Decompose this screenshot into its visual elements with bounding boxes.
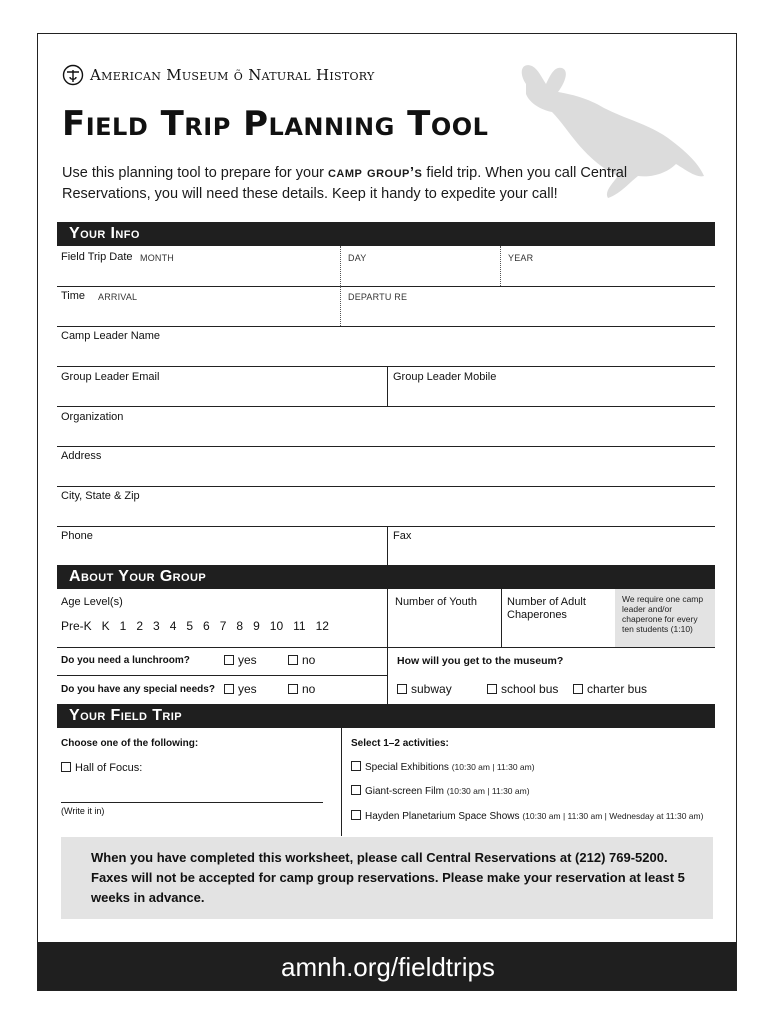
- checkbox-icon: [397, 684, 407, 694]
- checkbox-icon: [224, 655, 234, 665]
- write-it-in-hint: (Write it in): [61, 806, 105, 816]
- lunchroom-no-checkbox[interactable]: no: [288, 653, 315, 667]
- footer-url[interactable]: amnh.org/fieldtrips: [38, 942, 737, 991]
- group-leader-mobile-field[interactable]: [388, 366, 715, 406]
- departure-label: DEPARTU RE: [348, 292, 408, 302]
- month-label: MONTH: [140, 253, 174, 263]
- time-field[interactable]: [57, 286, 715, 326]
- checkbox-icon: [487, 684, 497, 694]
- instructions-text: When you have completed this worksheet, please call Central Reservations at (212) 769-5200. Faxes will not be accepted for camp group reservations. Please make your reservation at least 5 weeks in advance.: [91, 850, 685, 905]
- age-levels-label: Age Level(s): [61, 596, 123, 608]
- city-state-zip-field[interactable]: [57, 486, 715, 526]
- phone-label: Phone: [61, 530, 93, 542]
- school-bus-checkbox[interactable]: school bus: [487, 682, 558, 696]
- city-state-zip-label: City, State & Zip: [61, 490, 140, 502]
- organization-field[interactable]: [57, 406, 715, 446]
- fax-label: Fax: [393, 530, 412, 542]
- page-title: Field Trip Planning Tool: [62, 104, 489, 144]
- checkbox-icon: [61, 762, 71, 772]
- lunchroom-question: Do you need a lunchroom?: [61, 655, 190, 666]
- checkbox-icon: [224, 684, 234, 694]
- number-of-youth-field[interactable]: [388, 589, 501, 647]
- select-activities-label: Select 1–2 activities:: [351, 738, 449, 749]
- form-page: [37, 33, 737, 991]
- museum-name: American Museum õ Natural History: [90, 66, 375, 84]
- checkbox-icon: [351, 785, 361, 795]
- field-trip-date-label: Field Trip Date: [61, 251, 133, 263]
- checkbox-icon: [288, 684, 298, 694]
- number-of-chaperones-label: Number of Adult Chaperones: [507, 596, 586, 621]
- charter-bus-checkbox[interactable]: charter bus: [573, 682, 647, 696]
- group-leader-email-field[interactable]: [57, 366, 387, 406]
- organization-label: Organization: [61, 411, 124, 423]
- checkbox-icon: [351, 810, 361, 820]
- section-header-field-trip: Your Field Trip: [57, 704, 715, 728]
- checkbox-icon: [351, 761, 361, 771]
- year-label: YEAR: [508, 253, 534, 263]
- group-leader-mobile-label: Group Leader Mobile: [393, 371, 497, 383]
- museum-seal-icon: [62, 64, 84, 86]
- subway-checkbox[interactable]: subway: [397, 682, 452, 696]
- phone-field[interactable]: [57, 526, 387, 566]
- special-needs-yes-checkbox[interactable]: yes: [224, 682, 257, 696]
- fax-field[interactable]: [388, 526, 715, 566]
- number-of-youth-label: Number of Youth: [395, 596, 477, 608]
- travel-question: How will you get to the museum?: [397, 655, 564, 667]
- number-of-chaperones-field[interactable]: [502, 589, 614, 647]
- time-label: Time: [61, 290, 86, 302]
- arrival-label: ARRIVAL: [98, 292, 138, 302]
- age-level-options[interactable]: Pre-K K 1 2 3 4 5 6 7 8 9 10 11 12: [61, 619, 329, 633]
- address-field[interactable]: [57, 446, 715, 486]
- group-leader-email-label: Group Leader Email: [61, 371, 160, 383]
- intro-text: Use this planning tool to prepare for your camp group’s field trip. When you call Central Reservations, you will need these details. Keep it handy to expedite your call!: [62, 164, 628, 202]
- day-label: DAY: [348, 253, 367, 263]
- section-header-about-group: About Your Group: [57, 565, 715, 589]
- special-needs-no-checkbox[interactable]: no: [288, 682, 315, 696]
- checkbox-icon: [573, 684, 583, 694]
- museum-logo: [62, 64, 375, 86]
- camp-leader-name-field[interactable]: [57, 326, 715, 366]
- hall-of-focus-checkbox[interactable]: Hall of Focus:: [61, 762, 142, 774]
- checkbox-icon: [288, 655, 298, 665]
- activity-giant-screen-film-checkbox[interactable]: Giant-screen Film (10:30 am | 11:30 am): [351, 785, 530, 797]
- camp-leader-name-label: Camp Leader Name: [61, 330, 161, 342]
- chaperone-requirement-note: We require one camp leader and/or chaperone for every ten students (1:10): [622, 594, 704, 634]
- section-header-your-info: Your Info: [57, 222, 715, 246]
- special-needs-question: Do you have any special needs?: [61, 684, 215, 695]
- field-trip-date-field[interactable]: [57, 246, 715, 286]
- activity-planetarium-checkbox[interactable]: Hayden Planetarium Space Shows (10:30 am | 11:30 am | Wednesday at 11:30 am): [351, 810, 703, 822]
- lunchroom-yes-checkbox[interactable]: yes: [224, 653, 257, 667]
- choose-one-label: Choose one of the following:: [61, 738, 199, 749]
- address-label: Address: [61, 450, 102, 462]
- hall-of-focus-input[interactable]: [61, 774, 323, 802]
- activity-special-exhibitions-checkbox[interactable]: Special Exhibitions (10:30 am | 11:30 am): [351, 761, 535, 773]
